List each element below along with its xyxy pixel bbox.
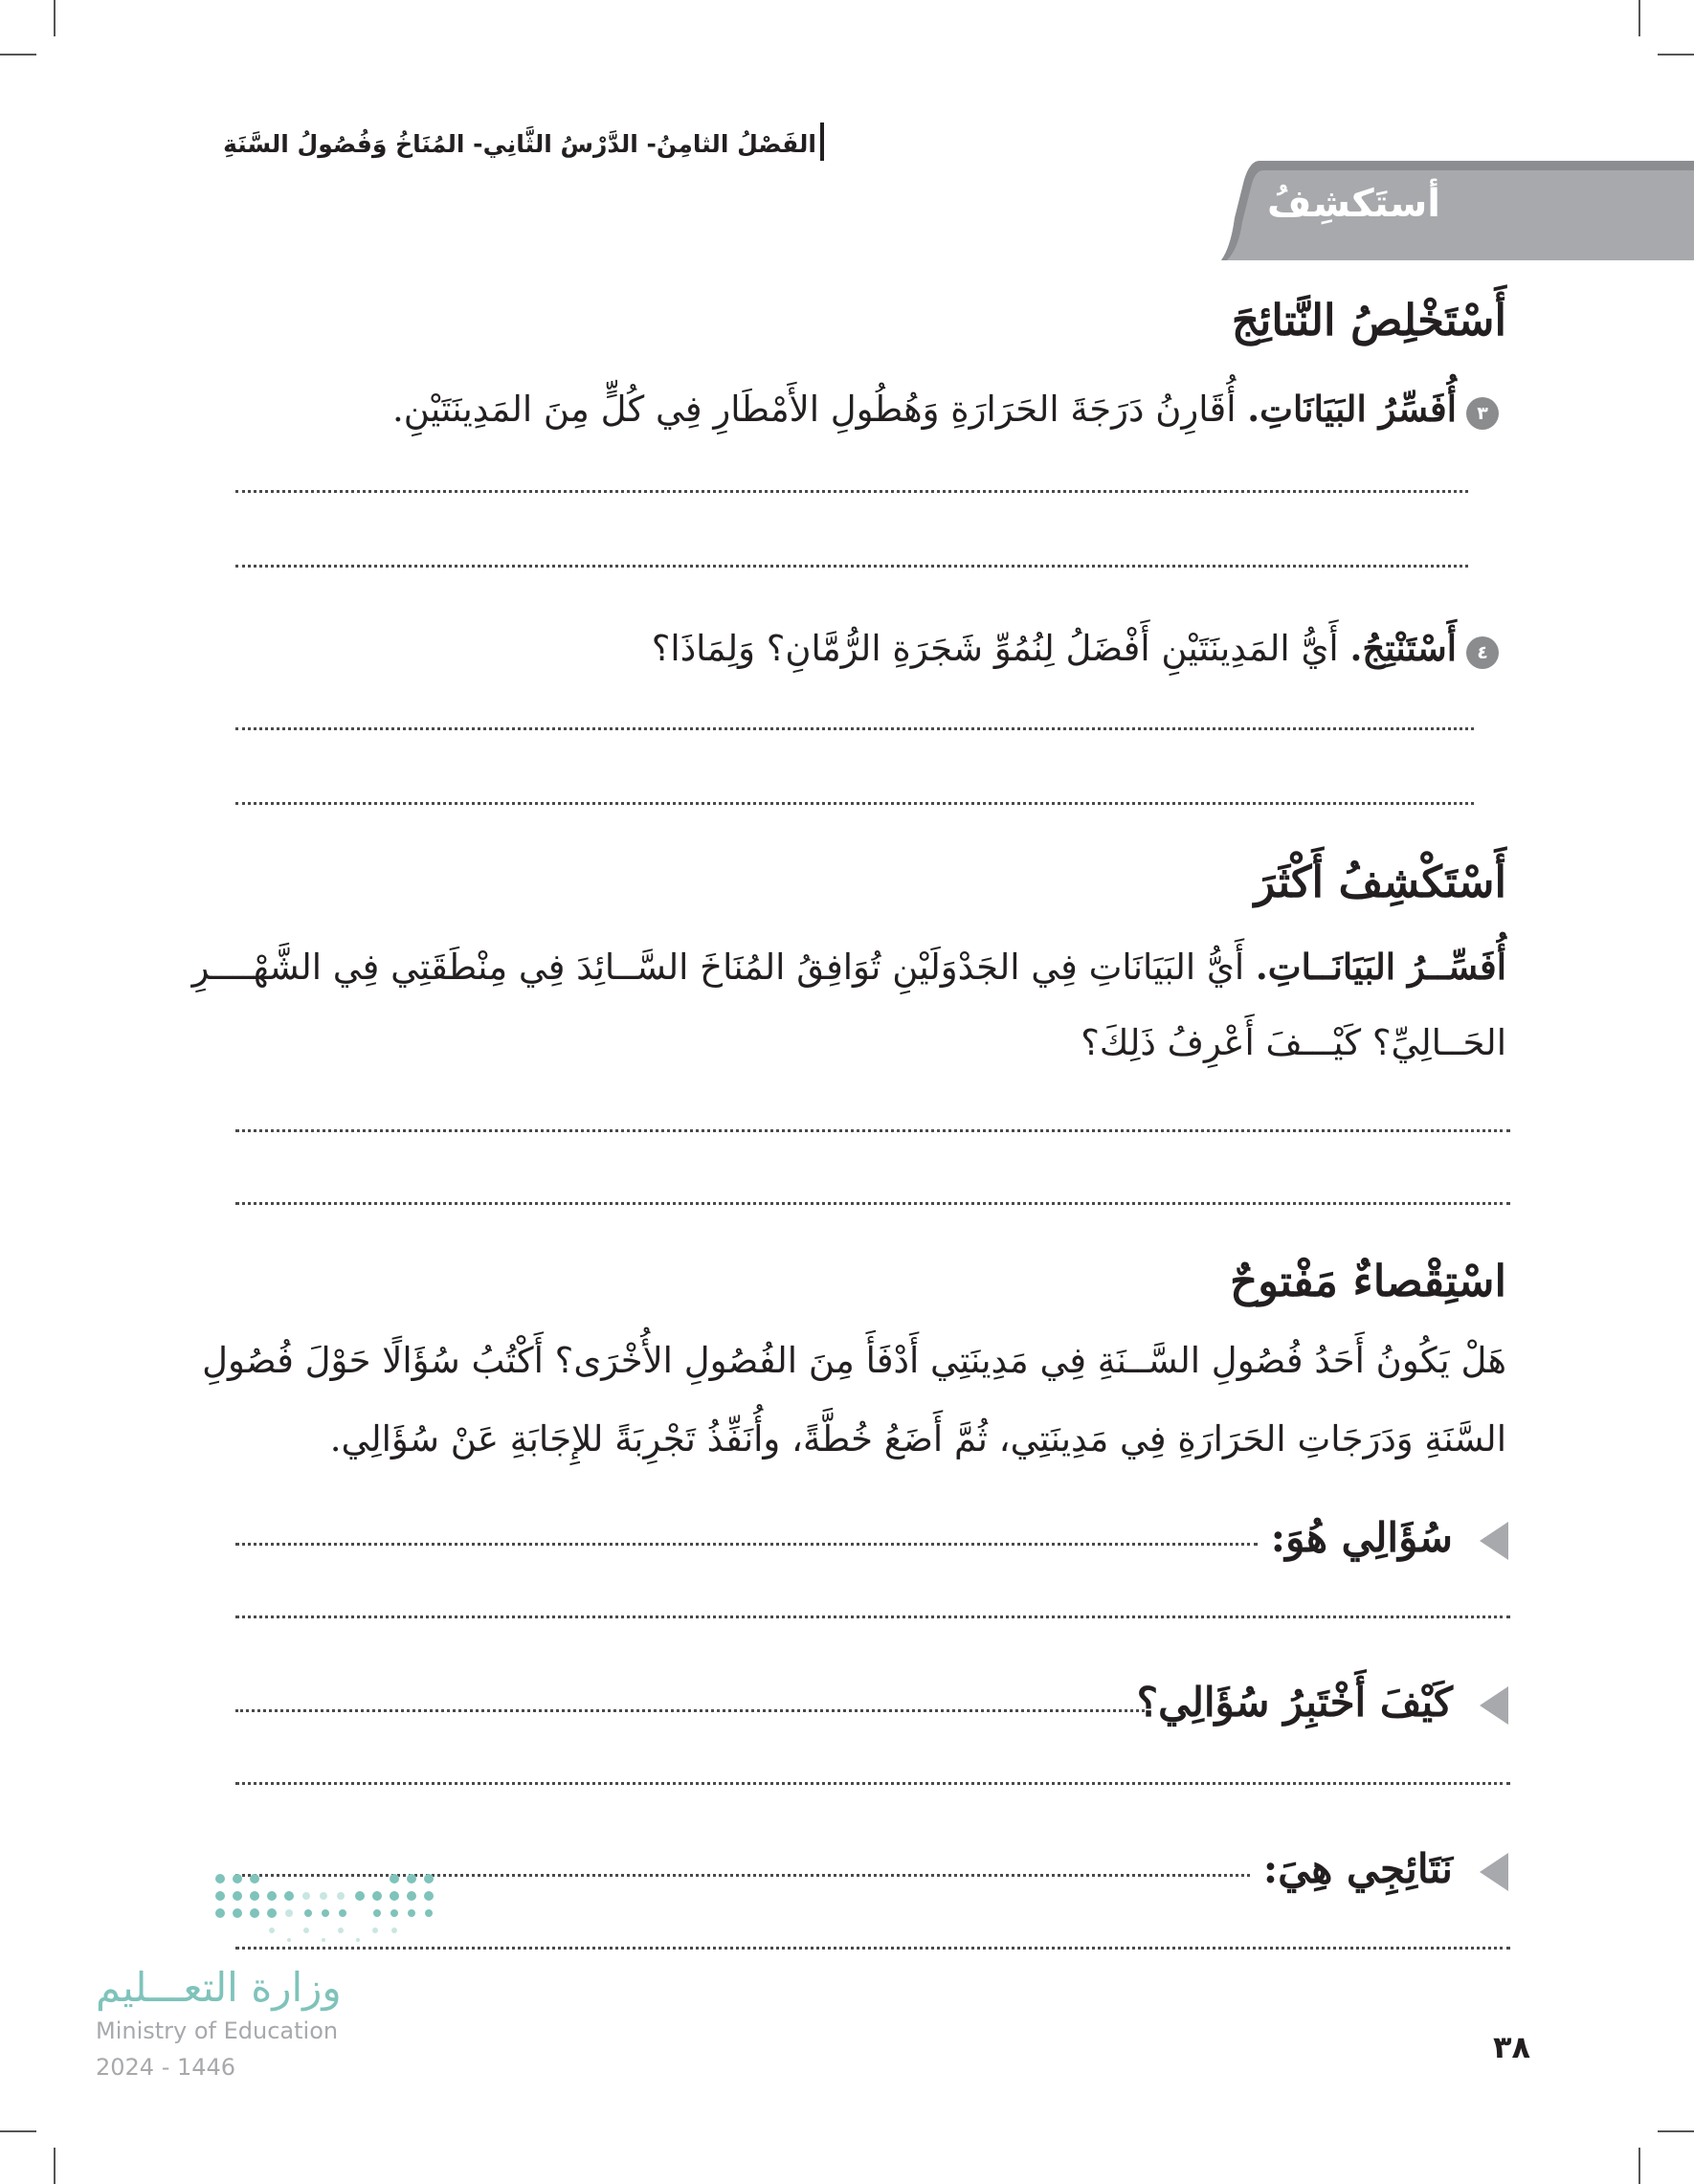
explore-more-lead: أُفَسِّــرُ البَيَانَــاتِ. xyxy=(1255,946,1506,988)
open-inquiry-line-2: السَّنَةِ وَدَرَجَاتِ الحَرَارَةِ فِي مَدِينَتِي، ثُمَّ أَضَعُ خُطَّةً، وأُنَفِّذُ تَجْرِبَةً للإِجَابَةِ عَنْ سُؤَالِي. xyxy=(329,1418,1506,1460)
section-tab-label: أستَكشِفُ xyxy=(1267,182,1440,226)
question-number-badge: ٣ xyxy=(1466,397,1499,430)
ministry-logo-icon xyxy=(212,1871,452,1948)
play-arrow-icon xyxy=(1480,1522,1508,1560)
answer-line[interactable] xyxy=(235,1543,1258,1546)
answer-line[interactable] xyxy=(235,490,1468,493)
crop-mark xyxy=(54,0,56,36)
explore-more-line-2: الحَــالِيِّ؟ كَيْـــفَ أَعْرِفُ ذَلِكَ؟ xyxy=(1081,1022,1506,1063)
question-number-badge: ٤ xyxy=(1466,636,1499,669)
crop-mark xyxy=(1658,54,1694,56)
ministry-name-arabic: وزارة التعـــليم xyxy=(96,1964,342,2011)
question-3-lead: أُفَسِّرُ البَيَانَاتِ. xyxy=(1247,388,1457,430)
answer-line[interactable] xyxy=(235,565,1468,568)
question-4-lead: أَسْتَنْتِجُ. xyxy=(1349,627,1457,669)
answer-line[interactable] xyxy=(235,1202,1510,1205)
play-arrow-icon xyxy=(1480,1853,1508,1891)
answer-line[interactable] xyxy=(235,802,1474,805)
question-4 xyxy=(117,627,1457,669)
page-number: ٣٨ xyxy=(1493,2029,1531,2065)
breadcrumb: الفَصْلُ الثامِنُ- الدَّرْسُ الثَّانِي- المُنَاخُ وَفُصُولُ السَّنَةِ xyxy=(223,130,816,158)
explore-more-text: أَيُّ البَيَانَاتِ فِي الجَدْوَلَيْنِ تُوَافِقُ المُنَاخَ السَّــائِدَ فِي مِنْطَقَتِي فِي الشَّهْــــرِ xyxy=(191,947,1245,988)
how-test-prompt: كَيْفَ أَخْتَبِرُ سُؤَالِي؟ xyxy=(1136,1679,1453,1726)
crop-mark xyxy=(1658,2130,1694,2132)
crop-mark xyxy=(0,2130,36,2132)
play-arrow-icon xyxy=(1480,1686,1508,1725)
question-3 xyxy=(117,388,1457,430)
crop-mark xyxy=(0,54,36,56)
answer-line[interactable] xyxy=(235,727,1474,730)
answer-line[interactable] xyxy=(235,1616,1510,1618)
my-results-prompt: نَتَائِجِي هِيَ: xyxy=(1262,1845,1453,1892)
crop-mark xyxy=(1638,0,1640,36)
open-inquiry-line-1: هَلْ يَكُونُ أَحَدُ فُصُولِ السَّــنَةِ فِي مَدِينَتِي أَدْفَأَ مِنَ الفُصُولِ الأُخْرَى؟ أَكْتُبُ سُؤَالًا حَوْلَ فُصُولِ xyxy=(202,1340,1506,1381)
ministry-name-english: Ministry of Education xyxy=(96,2017,339,2044)
my-question-prompt: سُؤَالِي هُوَ: xyxy=(1270,1514,1453,1561)
question-3-text: أُقَارِنُ دَرَجَةَ الحَرَارَةِ وَهُطُولِ الأَمْطَارِ فِي كُلٍّ مِنَ المَدِينَتَيْنِ. xyxy=(392,389,1237,430)
open-inquiry-heading: اسْتِقْصاءٌ مَفْتوحٌ xyxy=(1230,1256,1506,1306)
answer-line[interactable] xyxy=(235,1129,1510,1132)
crop-mark xyxy=(54,2148,56,2184)
explore-more-heading: أَسْتَكْشِفُ أَكْثَرَ xyxy=(1254,857,1506,907)
explore-more-line-1 xyxy=(167,946,1506,988)
conclusions-heading: أَسْتَخْلِصُ النَّتائِجَ xyxy=(1231,295,1506,345)
crop-mark xyxy=(1638,2148,1640,2184)
ministry-year: 2024 - 1446 xyxy=(96,2054,236,2081)
question-4-text: أَيُّ المَدِينَتَيْنِ أَفْضَلُ لِنُمُوِّ شَجَرَةِ الرُّمَّانِ؟ وَلِمَاذَا؟ xyxy=(651,628,1339,669)
answer-line[interactable] xyxy=(235,1709,1145,1712)
answer-line[interactable] xyxy=(235,1782,1510,1785)
header-divider xyxy=(820,123,824,161)
